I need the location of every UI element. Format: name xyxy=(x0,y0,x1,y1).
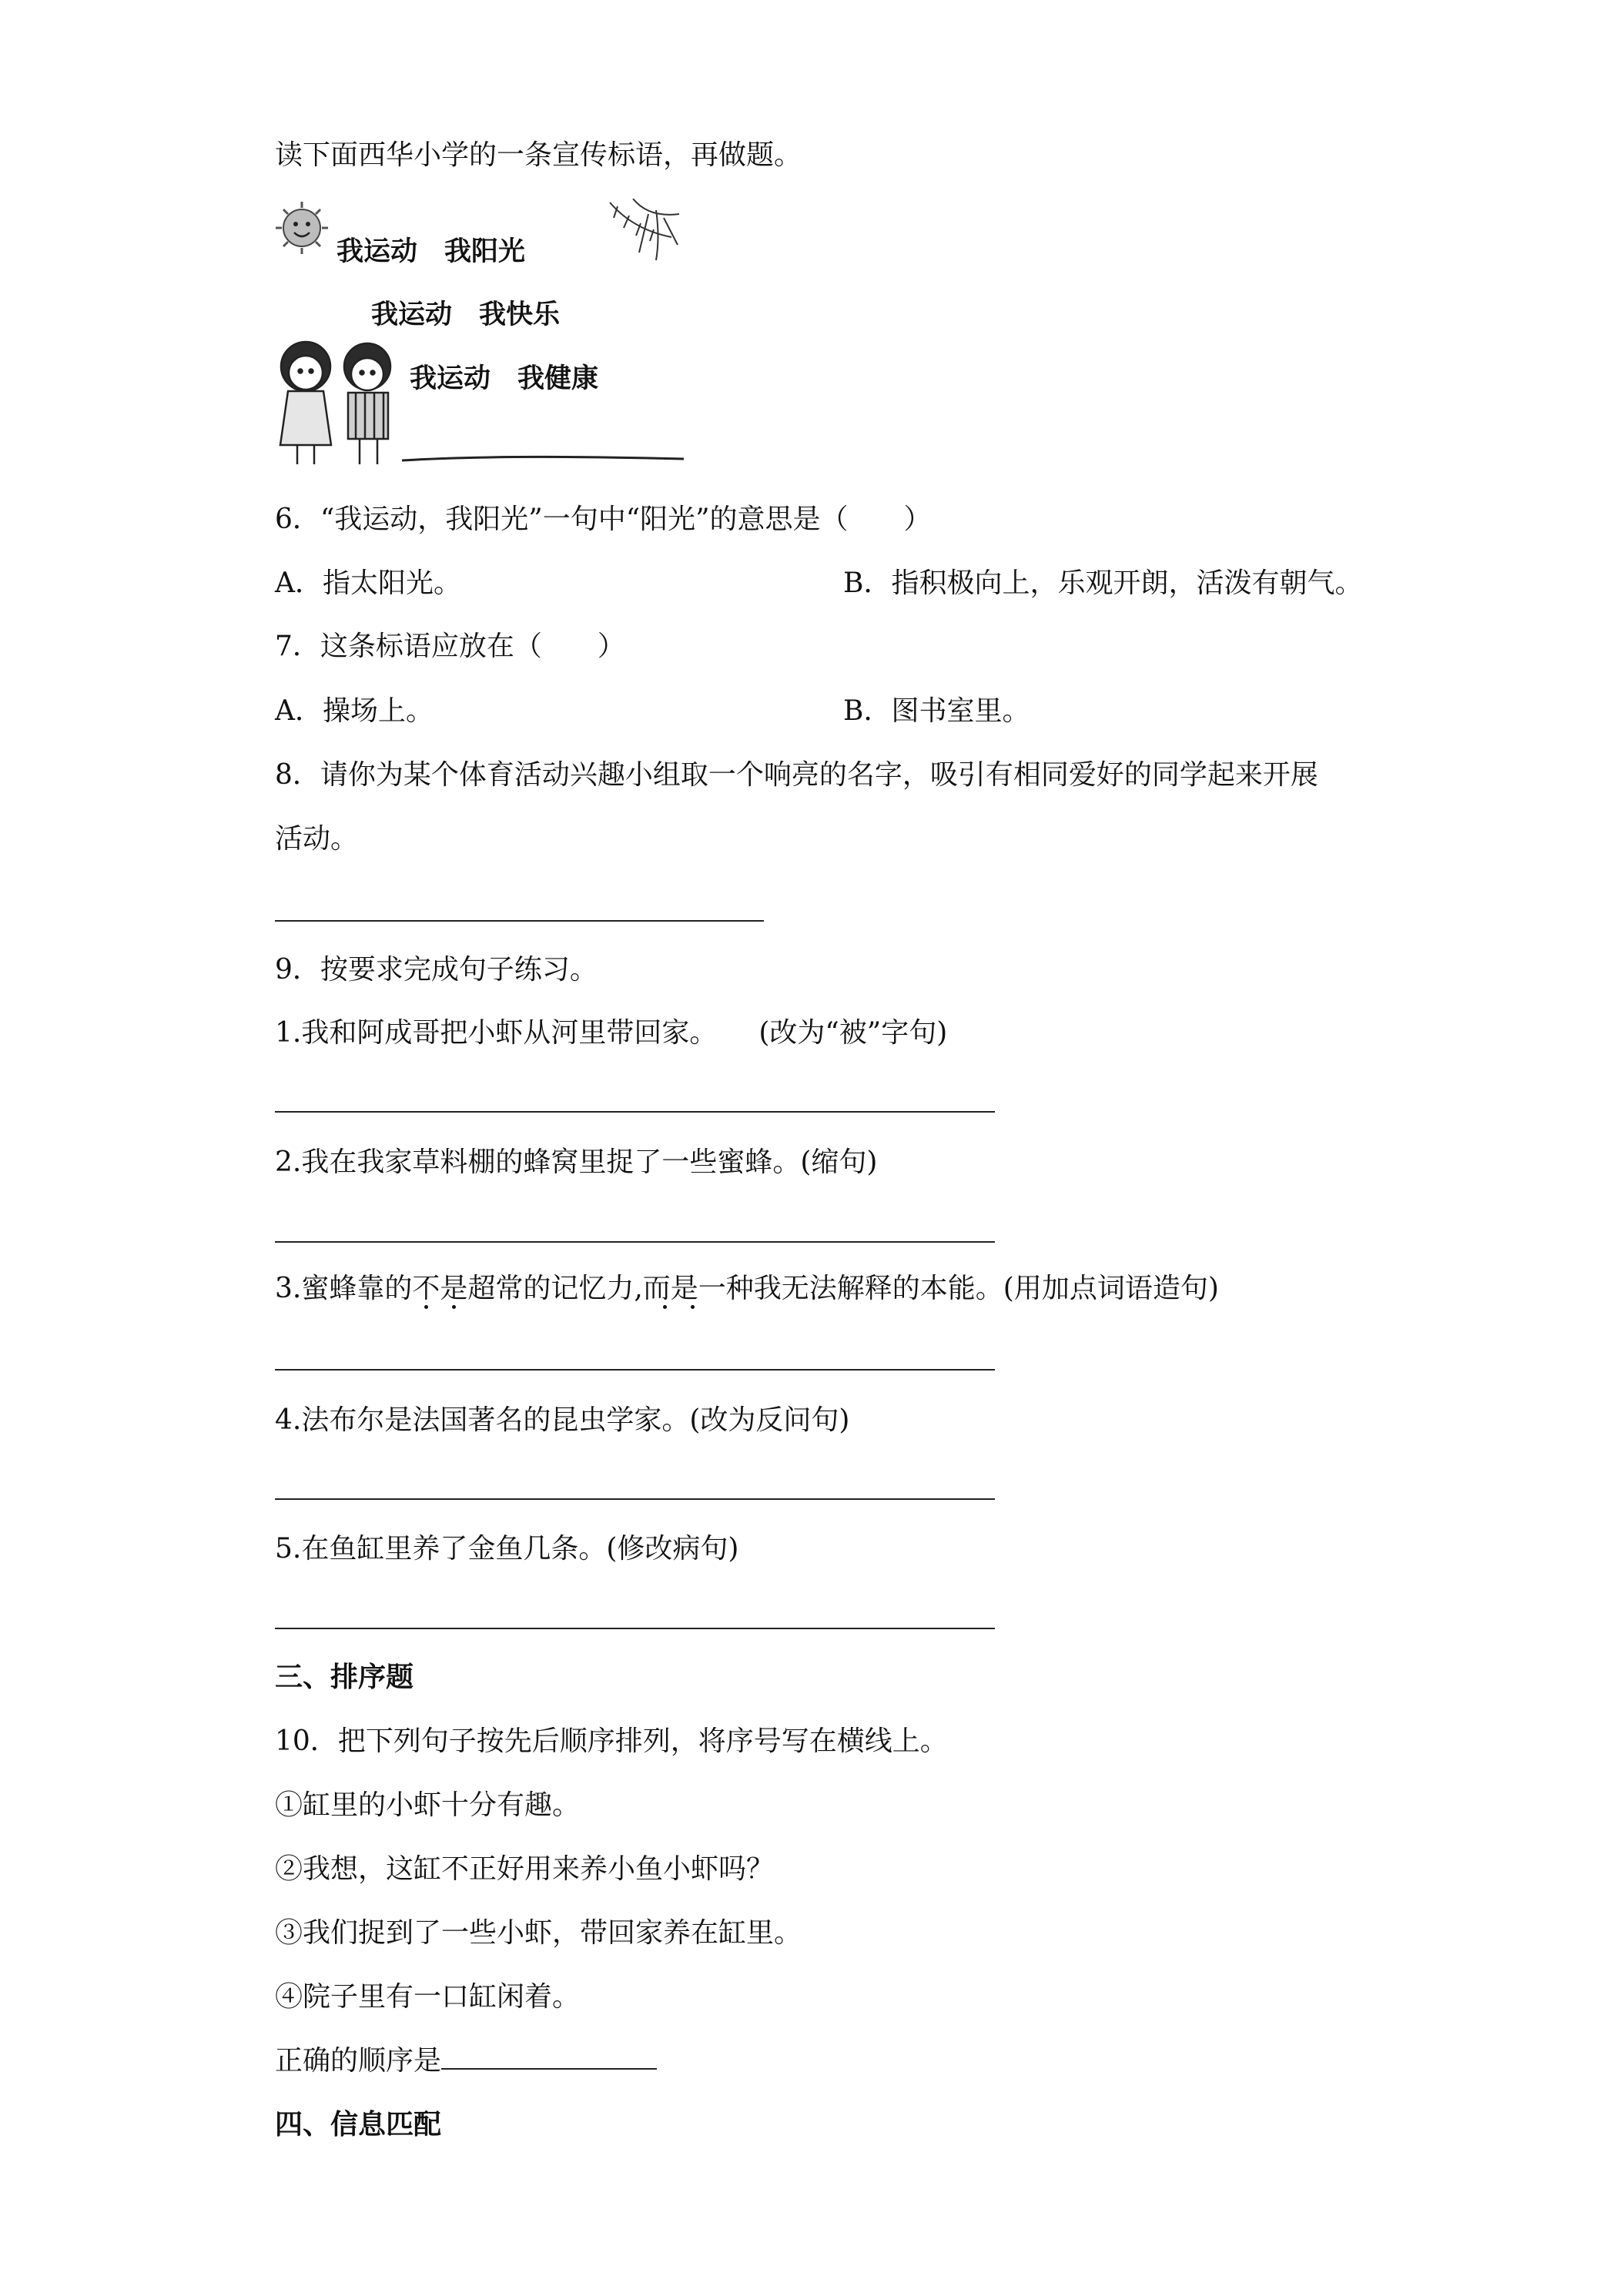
q10-stem: 10．把下列句子按先后顺序排列，将序号写在横线上。 xyxy=(275,1725,948,1757)
q8-stem-line1: 8．请你为某个体育活动兴趣小组取一个响亮的名字，吸引有相同爱好的同学起来开展 xyxy=(275,759,1318,791)
q9-item-3: 3.蜜蜂靠的不是超常的记忆力,而是一种我无法解释的本能。(用加点词语造句) xyxy=(275,1273,1219,1304)
q9-answer-line-4[interactable] xyxy=(275,1498,995,1500)
q9-answer-line-5[interactable] xyxy=(275,1628,995,1629)
intro-text: 读下面西华小学的一条宣传标语，再做题。 xyxy=(275,139,802,171)
q10-item-3: ③我们捉到了一些小虾，带回家养在缸里。 xyxy=(275,1917,802,1949)
leaves-icon xyxy=(610,199,679,260)
ground-line xyxy=(402,457,684,460)
q8-answer-line[interactable] xyxy=(275,920,764,922)
children-icon xyxy=(280,342,390,464)
q6-stem: 6．“我运动，我阳光”一句中“阳光”的意思是（ ） xyxy=(275,504,932,535)
slogan-illustration xyxy=(271,199,684,480)
section-3-heading: 三、排序题 xyxy=(275,1662,414,1693)
slogan-line-3: 我运动 我健康 xyxy=(410,363,599,394)
q10-answer-blank[interactable] xyxy=(441,2045,657,2070)
slogan-line-1: 我运动 我阳光 xyxy=(337,236,526,267)
q7-option-a[interactable]: A．操场上。 xyxy=(275,695,434,727)
emphasis-dot xyxy=(691,1305,695,1309)
q8-stem-line2: 活动。 xyxy=(275,823,359,855)
q10-answer-row xyxy=(275,2044,657,2078)
q7-stem: 7．这条标语应放在（ ） xyxy=(275,631,625,662)
emphasis-dot xyxy=(452,1305,456,1309)
sun-icon xyxy=(276,202,328,254)
slogan-line-2: 我运动 我快乐 xyxy=(371,300,561,330)
q9-answer-line-3[interactable] xyxy=(275,1369,995,1371)
q9-item-2: 2.我在我家草料棚的蜂窝里捉了一些蜜蜂。(缩句) xyxy=(275,1146,878,1178)
q9-stem: 9．按要求完成句子练习。 xyxy=(275,954,598,986)
section-4-heading: 四、信息匹配 xyxy=(275,2109,442,2140)
emphasis-dot xyxy=(663,1305,667,1309)
q9-item-4: 4.法布尔是法国著名的昆虫学家。(改为反问句) xyxy=(275,1404,850,1436)
q10-item-2: ②我想，这缸不正好用来养小鱼小虾吗？ xyxy=(275,1853,775,1885)
q7-option-b[interactable]: B．图书室里。 xyxy=(843,695,1030,727)
q10-item-1: ①缸里的小虾十分有趣。 xyxy=(275,1789,581,1821)
q6-option-a[interactable]: A．指太阳光。 xyxy=(275,567,461,599)
q9-answer-line-1[interactable] xyxy=(275,1111,995,1113)
q9-answer-line-2[interactable] xyxy=(275,1241,995,1243)
emphasis-dot xyxy=(424,1305,428,1309)
q6-option-b[interactable]: B．指积极向上，乐观开朗，活泼有朝气。 xyxy=(843,567,1363,599)
q10-answer-label: 正确的顺序是 xyxy=(275,2045,442,2077)
q10-item-4: ④院子里有一口缸闲着。 xyxy=(275,1981,581,2013)
q9-item-1: 1.我和阿成哥把小虾从河里带回家。 (改为“被”字句) xyxy=(275,1017,948,1049)
q9-item-5: 5.在鱼缸里养了金鱼几条。(修改病句) xyxy=(275,1533,739,1565)
